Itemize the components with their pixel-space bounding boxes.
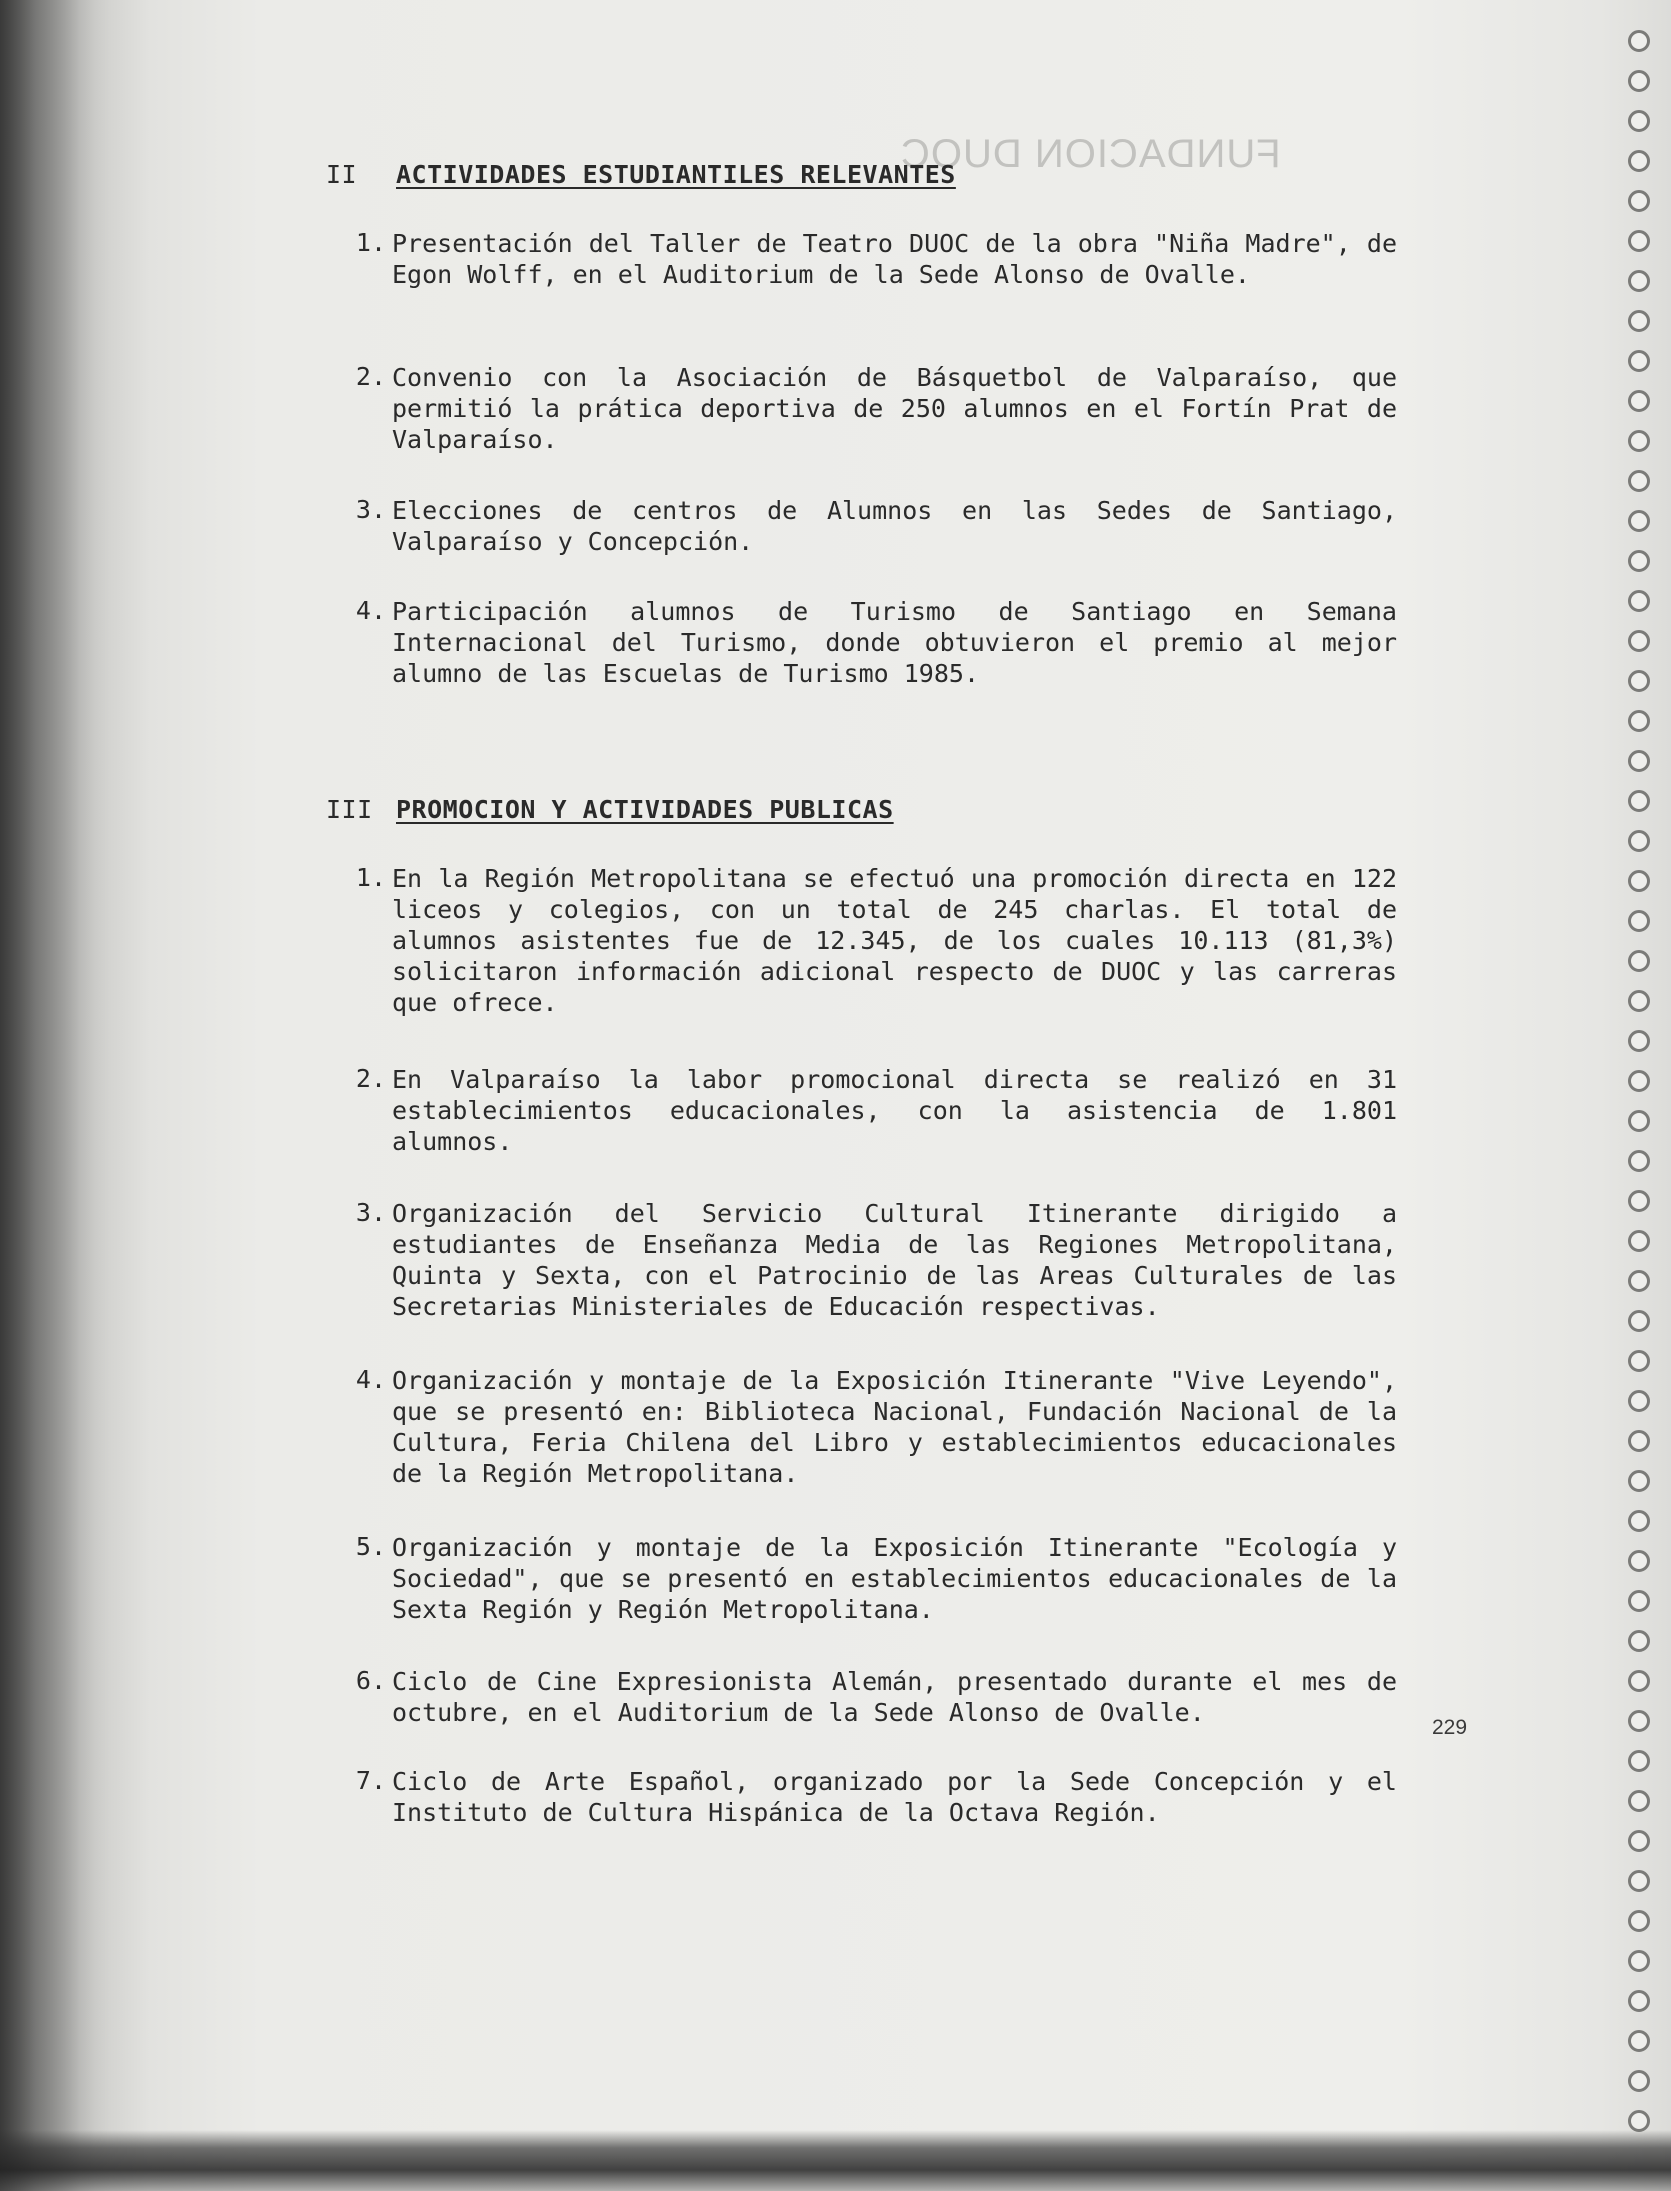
item-text: Presentación del Taller de Teatro DUOC de la obra "Niña Madre", de Egon Wolff, en el Auditorium de la Sede Alonso de Ovalle. [392,229,1397,289]
section-number: II [326,160,358,189]
item-number: 2. [355,1064,386,1093]
item-number: 3. [355,495,386,524]
section-number: III [326,795,373,824]
bottom-edge-shadow [0,2130,1671,2191]
item-number: 1. [355,228,386,257]
item-number: 4. [355,1365,386,1394]
item-number: 3. [355,1198,386,1227]
page-number: 229 [1432,1716,1468,1739]
section-title: ACTIVIDADES ESTUDIANTILES RELEVANTES [396,160,956,189]
item-text: Ciclo de Arte Español, organizado por la Sede Concepción y el Instituto de Cultura Hispánica de la Octava Región. [392,1767,1397,1827]
item-text: Organización del Servicio Cultural Itinerante dirigido a estudiantes de Enseñanza Media de las Regiones Metropolitana, Quinta y Sexta, con el Patrocinio de las Areas Culturales de las Secretarias Ministeriales de Educación respectivas. [392,1199,1397,1321]
item-number: 6. [355,1666,386,1695]
item-text: En Valparaíso la labor promocional directa se realizó en 31 establecimientos educacionales, con la asistencia de 1.801 alumnos. [392,1065,1397,1156]
item-number: 1. [355,863,386,892]
item-number: 7. [355,1766,386,1795]
item-text: Participación alumnos de Turismo de Santiago en Semana Internacional del Turismo, donde obtuvieron el premio al mejor alumno de las Escuelas de Turismo 1985. [392,597,1397,688]
section-heading-activities [326,160,956,189]
item-text: Ciclo de Cine Expresionista Alemán, presentado durante el mes de octubre, en el Auditorium de la Sede Alonso de Ovalle. [392,1667,1397,1727]
bleed-through-header: FUNDACION DUOC [900,132,1281,176]
section-title: PROMOCION Y ACTIVIDADES PUBLICAS [396,795,894,824]
item-text: Organización y montaje de la Exposición Itinerante "Ecología y Sociedad", que se presentó en establecimientos educacionales de la Sexta Región y Región Metropolitana. [392,1533,1397,1624]
item-text: Organización y montaje de la Exposición Itinerante "Vive Leyendo", que se presentó en: Biblioteca Nacional, Fundación Nacional de la Cultura, Feria Chilena del Libro y establecimientos educacionales de la Región Metropolitana. [392,1366,1397,1488]
item-text: Convenio con la Asociación de Básquetbol de Valparaíso, que permitió la prática deportiva de 250 alumnos en el Fortín Prat de Valparaíso. [392,363,1397,454]
item-number: 5. [355,1532,386,1561]
section-heading-promotion [326,795,894,824]
item-text: En la Región Metropolitana se efectuó una promoción directa en 122 liceos y colegios, con un total de 245 charlas. El total de alumnos asistentes fue de 12.345, de los cuales 10.113 (81,3%) solicitaron información adicional respecto de DUOC y las carreras que ofrece. [392,864,1397,1017]
item-number: 4. [355,596,386,625]
item-number: 2. [355,362,386,391]
item-text: Elecciones de centros de Alumnos en las Sedes de Santiago, Valparaíso y Concepción. [392,496,1397,556]
